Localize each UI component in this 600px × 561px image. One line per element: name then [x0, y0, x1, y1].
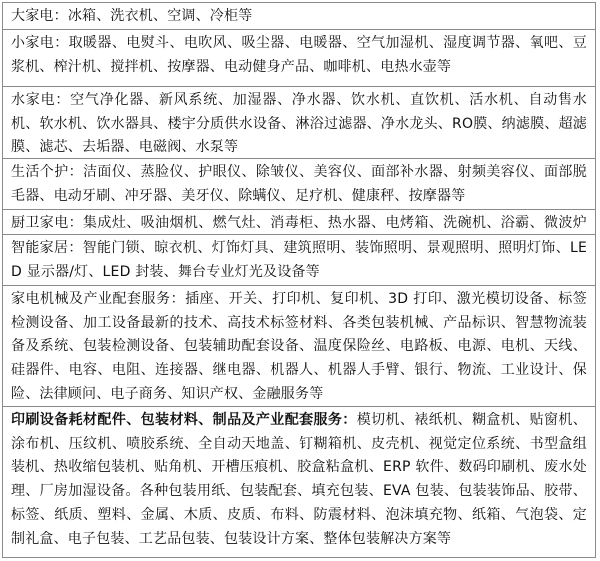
category-row-smart-home	[3, 235, 595, 286]
category-row-water-appliances	[3, 87, 595, 159]
category-row-major-appliances	[3, 3, 595, 30]
category-heading: 大家电：	[11, 8, 68, 24]
category-items: 模切机、裱纸机、糊盒机、贴窗机、涂布机、压纹机、喷胶系统、全自动天地盖、钉糊箱机、皮壳机、视觉定位系统、书型盒组装机、热收缩包装机、贴角机、开槽压痕机、胶盒粘盒机、ERP 软件、数码印刷机、废水处理、厂房加湿设备。各种包装用纸、包装配套、填充包装、EVA 包装、包装装饰品、胶带、标签、纸质、塑料、金属、木质、皮质、布料、防震材料、泡沫填充物、纸箱、气泡袋、定制礼盒、电子包装、工艺品包装、包装设计方案、整体包装解决方案等	[11, 412, 587, 547]
category-items: 插座、开关、打印机、复印机、3D 打印、激光模切设备、标签检测设备、加工设备最新的技术、高技术标签材料、各类包装机械、产品标识、智慧物流装备及系统、包装检测设备、包装辅助配套设备、温度保险丝、电路板、电源、电机、天线、硅器件、电容、电阻、连接器、继电器、机器人、机器人手臂、银行、物流、工业设计、保险、法律顾问、电子商务、知识产权、金融服务等	[11, 291, 588, 402]
category-heading: 水家电：	[11, 92, 71, 108]
category-items: 智能门锁、晾衣机、灯饰灯具、建筑照明、装饰照明、景观照明、照明灯饰、LED 显示器/灯、LED 封装、舞台专业灯光及设备等	[11, 240, 588, 280]
category-heading: 厨卫家电：	[11, 215, 84, 231]
category-items: 取暖器、电熨斗、电吹风、吸尘器、电暖器、空气加湿机、湿度调节器、氧吧、豆浆机、榨汁机、搅拌机、按摩器、电动健身产品、咖啡机、电热水壶等	[11, 35, 587, 75]
category-row-small-appliances	[3, 30, 595, 87]
category-items: 冰箱、洗衣机、空调、冷柜等	[67, 8, 253, 24]
category-row-personal-care	[3, 159, 595, 210]
category-row-machinery-services	[3, 286, 595, 407]
category-heading: 生活个护：	[11, 164, 84, 180]
category-row-printing-packaging	[3, 407, 595, 559]
category-items: 洁面仪、蒸脸仪、护眼仪、除皱仪、美容仪、面部补水器、射频美容仪、面部脱毛器、电动牙刷、冲牙器、美牙仪、除螨仪、足疗机、健康秤、按摩器等	[11, 164, 588, 204]
category-table	[2, 2, 596, 558]
category-items: 空气净化器、新风系统、加湿器、净水器、饮水机、直饮机、活水机、自动售水机、软水机、饮水器具、楼宇分质供水设备、淋浴过滤器、净水龙头、RO膜、纳滤膜、超滤膜、滤芯、去垢器、电磁阀、水泵等	[11, 92, 587, 156]
category-heading: 小家电：	[11, 35, 69, 51]
category-items: 集成灶、吸油烟机、燃气灶、消毒柜、热水器、电烤箱、洗碗机、浴霸、微波炉	[83, 215, 588, 231]
category-row-kitchen-bath	[3, 210, 595, 235]
category-heading: 智能家居：	[11, 240, 83, 256]
category-heading: 家电机械及产业配套服务：	[11, 291, 186, 307]
category-heading: 印刷设备耗材配件、包装材料、制品及产业配套服务：	[11, 412, 357, 428]
